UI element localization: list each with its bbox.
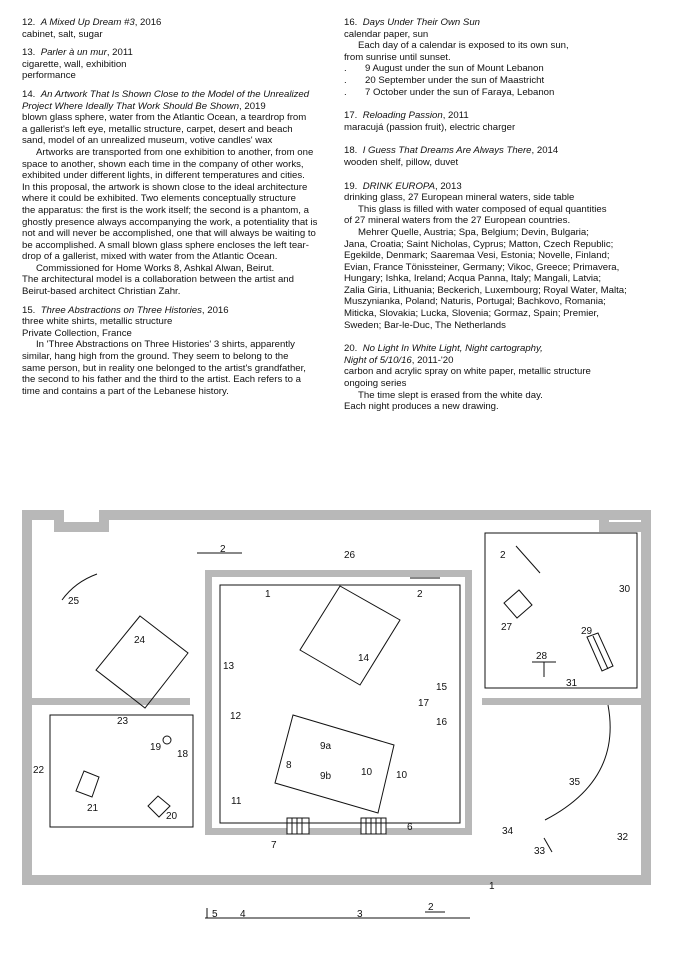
entry-water-list: Egekilde, Denmark; Saaremaa Vesi, Estonia; Novelle, Finland; bbox=[344, 250, 610, 262]
entry-water-list: Jana, Croatia; Saint Nicholas, Cyprus; Matton, Czech Republic; bbox=[344, 238, 614, 250]
entry-18 bbox=[344, 145, 664, 168]
entry-year: , 2011 bbox=[106, 47, 133, 59]
entry-materials: cabinet, salt, sugar bbox=[22, 28, 103, 40]
entry-title: Night of 5/10/16 bbox=[344, 354, 412, 366]
plan-label: 16 bbox=[436, 717, 448, 728]
plan-label: 21 bbox=[87, 803, 99, 814]
entry-description: Each night produces a new drawing. bbox=[344, 401, 499, 413]
plan-label: 31 bbox=[566, 678, 578, 689]
catalogue-left-column bbox=[22, 17, 322, 404]
entry-number: 14. bbox=[22, 88, 36, 100]
entry-year: , 2016 bbox=[134, 17, 162, 28]
plan-label: 35 bbox=[569, 777, 581, 788]
entry-number: 20. bbox=[344, 343, 358, 355]
plan-label: 32 bbox=[617, 832, 629, 843]
entry-water-list: Mehrer Quelle, Austria; Spa, Belgium; Devin, Bulgaria; bbox=[358, 226, 589, 238]
plan-label: 7 bbox=[271, 840, 277, 851]
plan-label: 10 bbox=[396, 770, 408, 781]
entry-description: drop of a gallerist, mixed with water from the Atlantic Ocean. bbox=[22, 251, 278, 263]
entry-materials: drinking glass, 27 European mineral waters, side table bbox=[344, 192, 575, 204]
gallery-room-walls bbox=[32, 698, 190, 705]
entry-materials: performance bbox=[22, 70, 76, 82]
entry-description: ghostly presence always accompanying the work, a potentiality that is bbox=[22, 216, 318, 228]
plan-label: 1 bbox=[489, 881, 495, 892]
entry-description: the apparatus: the first is the work itself; the second is a phantom, a bbox=[22, 204, 309, 216]
entry-materials: calendar paper, sun bbox=[344, 28, 429, 40]
plan-label: 5 bbox=[212, 909, 218, 920]
entry-description: Each day of a calendar is exposed to its own sun, bbox=[358, 40, 569, 52]
work-19-glass bbox=[163, 736, 171, 744]
plan-label: 2 bbox=[500, 550, 506, 561]
entry-year: , 2011 bbox=[442, 110, 469, 122]
stairs-left bbox=[287, 818, 309, 834]
plan-label: 8 bbox=[286, 760, 292, 771]
entry-title: I Guess That Dreams Are Always There bbox=[362, 145, 532, 157]
entry-year: , 2019 bbox=[239, 100, 266, 112]
entry-16 bbox=[344, 17, 664, 98]
entry-number: 18. bbox=[344, 145, 358, 157]
entry-materials: wooden shelf, pillow, duvet bbox=[344, 156, 459, 168]
bullet-marker: . bbox=[344, 86, 347, 98]
entry-collection: Private Collection, France bbox=[22, 327, 132, 339]
plan-label: 10 bbox=[361, 767, 373, 778]
entry-description: from sunrise until sunset. bbox=[344, 51, 451, 63]
plan-label: 11 bbox=[231, 796, 242, 807]
entry-materials: ongoing series bbox=[344, 378, 407, 390]
plan-label: 2 bbox=[428, 902, 434, 913]
exhibition-floor-plan bbox=[0, 500, 679, 953]
work-21-object bbox=[76, 771, 99, 797]
bullet-marker: . bbox=[344, 74, 347, 86]
right-room-walls bbox=[482, 698, 641, 705]
entry-materials: carbon and acrylic spray on white paper, metallic structure bbox=[344, 366, 591, 378]
work-14-platform bbox=[300, 586, 400, 685]
entry-19 bbox=[344, 181, 664, 332]
entry-15 bbox=[22, 305, 322, 398]
entry-credit: The architectural model is a collaboration between the artist and bbox=[22, 274, 294, 286]
plan-label: 28 bbox=[536, 651, 548, 662]
plan-label: 17 bbox=[418, 698, 430, 709]
entry-description: the second to his father and the third to the artist. Each refers to a bbox=[22, 374, 301, 386]
work-8-platform bbox=[275, 715, 394, 813]
entry-13 bbox=[22, 47, 322, 82]
plan-label: 19 bbox=[150, 742, 162, 753]
entry-number: 19. bbox=[344, 180, 358, 192]
plan-label: 26 bbox=[344, 550, 356, 561]
entry-title: Project Where Ideally That Work Should Be Shown bbox=[22, 100, 240, 112]
entry-20 bbox=[344, 343, 664, 413]
entry-12 bbox=[22, 17, 322, 40]
plan-label: 4 bbox=[240, 909, 246, 920]
list-item: . 20 September under the sun of Maastricht bbox=[344, 74, 545, 86]
entry-credit: Commissioned for Home Works 8, Ashkal Alwan, Beirut. bbox=[36, 262, 275, 274]
plan-label: 23 bbox=[117, 716, 129, 727]
entry-title: Reloading Passion bbox=[362, 110, 443, 122]
plan-label: 29 bbox=[581, 626, 593, 637]
work-35-curve bbox=[545, 705, 610, 820]
entry-number: 17. bbox=[344, 110, 358, 122]
entry-description: This glass is filled with water composed of equal quantities bbox=[358, 203, 607, 215]
entry-number: 16. bbox=[344, 17, 358, 28]
entry-description: be accomplished. A small blown glass sphere encloses the left tear- bbox=[22, 239, 309, 251]
entry-description: similar, hang high from the ground. They seem to belong to the bbox=[22, 351, 289, 363]
plan-label: 2 bbox=[417, 589, 423, 600]
list-item: . 7 October under the sun of Faraya, Lebanon bbox=[344, 86, 555, 98]
work-27-object bbox=[504, 590, 532, 618]
entry-year: , 2013 bbox=[435, 180, 462, 192]
entry-description: Artworks are transported from one exhibition to another, from one bbox=[36, 146, 314, 158]
list-item: . 9 August under the sun of Mount Lebanon bbox=[344, 63, 544, 75]
plan-label: 27 bbox=[501, 622, 513, 633]
plan-label: 6 bbox=[407, 822, 413, 833]
entry-number: 12. bbox=[22, 17, 36, 28]
plan-labels bbox=[33, 544, 631, 920]
entry-year: , 2014 bbox=[531, 145, 559, 157]
work-24-platform bbox=[96, 616, 188, 708]
entry-water-list: Miticka, Slovakia; Lucka, Slovenia; Gormaz, Spain; Premier, bbox=[344, 308, 599, 320]
entry-title: An Artwork That Is Shown Close to the Model of the Unrealized bbox=[40, 88, 310, 100]
central-room-walls bbox=[205, 570, 472, 835]
entry-description: of 27 mineral waters from the 27 European countries. bbox=[344, 215, 571, 227]
plan-label: 20 bbox=[166, 811, 178, 822]
entry-description: The time slept is erased from the white day. bbox=[358, 389, 543, 401]
plan-label: 24 bbox=[134, 635, 146, 646]
entry-water-list: Hungary; Ishka, Ireland; Acqua Panna, Italy; Mangali, Latvia; bbox=[344, 273, 602, 285]
plan-label: 14 bbox=[358, 653, 370, 664]
entry-title: Three Abstractions on Three Histories bbox=[40, 304, 202, 316]
catalogue-right-column bbox=[344, 17, 664, 420]
entry-water-list: Zalia Giria, Lithuania; Beckerich, Luxembourg; Royal Water, Malta; bbox=[344, 284, 627, 296]
work-2-line bbox=[516, 546, 540, 573]
entry-water-list: Muszynianka, Poland; Naturis, Portugal; Bachkovo, Romania; bbox=[344, 296, 606, 308]
entry-materials: maracujá (passion fruit), electric charger bbox=[344, 121, 516, 133]
plan-label: 33 bbox=[534, 846, 546, 857]
plan-label: 3 bbox=[357, 909, 363, 920]
plan-label: 12 bbox=[230, 711, 242, 722]
entry-materials: three white shirts, metallic structure bbox=[22, 316, 173, 328]
plan-label: 9a bbox=[320, 741, 332, 752]
plan-label: 25 bbox=[68, 596, 80, 607]
entry-title: A Mixed Up Dream #3 bbox=[40, 17, 135, 28]
entry-water-list: Sweden; Bar-le-Duc, The Netherlands bbox=[344, 319, 506, 331]
plan-label: 30 bbox=[619, 584, 631, 595]
entry-description: In this proposal, the artwork is shown close to the ideal architecture bbox=[22, 181, 308, 193]
entry-description: same person, but in reality one belonged to the artist's grandfather, bbox=[22, 362, 306, 374]
entry-title: DRINK EUROPA bbox=[362, 180, 436, 192]
entry-description: not and will never be accomplished, one that will always be waiting to bbox=[22, 228, 316, 240]
plan-label: 18 bbox=[177, 749, 189, 760]
entry-14 bbox=[22, 89, 322, 298]
entry-year: , 2011-'20 bbox=[411, 354, 454, 366]
bullet-marker: . bbox=[344, 63, 347, 75]
entry-year: , 2016 bbox=[201, 304, 229, 316]
entry-description: exhibited under different lights, in different temperatures and cities. bbox=[22, 170, 305, 182]
entry-description: time and contains a part of the Lebanese history. bbox=[22, 385, 229, 397]
plan-label: 2 bbox=[220, 544, 226, 555]
entry-title: Days Under Their Own Sun bbox=[362, 17, 480, 28]
work-29-divider bbox=[593, 636, 608, 669]
entry-materials: cigarette, wall, exhibition bbox=[22, 58, 127, 70]
plan-label: 34 bbox=[502, 826, 514, 837]
entry-number: 13. bbox=[22, 47, 36, 59]
entry-description: space to another, shown each time in the company of other works, bbox=[22, 158, 304, 170]
entry-description: where it could be exhibited. Two elements conceptually structure bbox=[22, 193, 296, 205]
stairs-right bbox=[361, 818, 386, 834]
plan-label: 15 bbox=[436, 682, 448, 693]
work-33-line bbox=[544, 838, 552, 852]
plan-label: 22 bbox=[33, 765, 45, 776]
right-room-outline bbox=[485, 533, 637, 688]
entry-title: Parler à un mur bbox=[40, 47, 107, 59]
entry-17 bbox=[344, 110, 664, 133]
plan-label: 9b bbox=[320, 771, 332, 782]
entry-materials: a gallerist's left eye, metallic structure, carpet, desert and beach bbox=[22, 123, 293, 135]
entry-materials: sand, model of an unrealized museum, votive candles' wax bbox=[22, 135, 273, 147]
entry-number: 15. bbox=[22, 304, 36, 316]
entry-credit: Beirut-based architect Christian Zahr. bbox=[22, 286, 181, 298]
plan-label: 1 bbox=[265, 589, 271, 600]
entry-description: In 'Three Abstractions on Three Histories' 3 shirts, apparently bbox=[36, 339, 295, 351]
entry-water-list: Evian, France Tönissteiner, Germany; Vikoc, Greece; Primavera, bbox=[344, 261, 620, 273]
plan-label: 13 bbox=[223, 661, 235, 672]
entry-materials: blown glass sphere, water from the Atlantic Ocean, a teardrop from bbox=[22, 112, 307, 124]
entry-title: No Light In White Light, Night cartography, bbox=[362, 343, 543, 355]
